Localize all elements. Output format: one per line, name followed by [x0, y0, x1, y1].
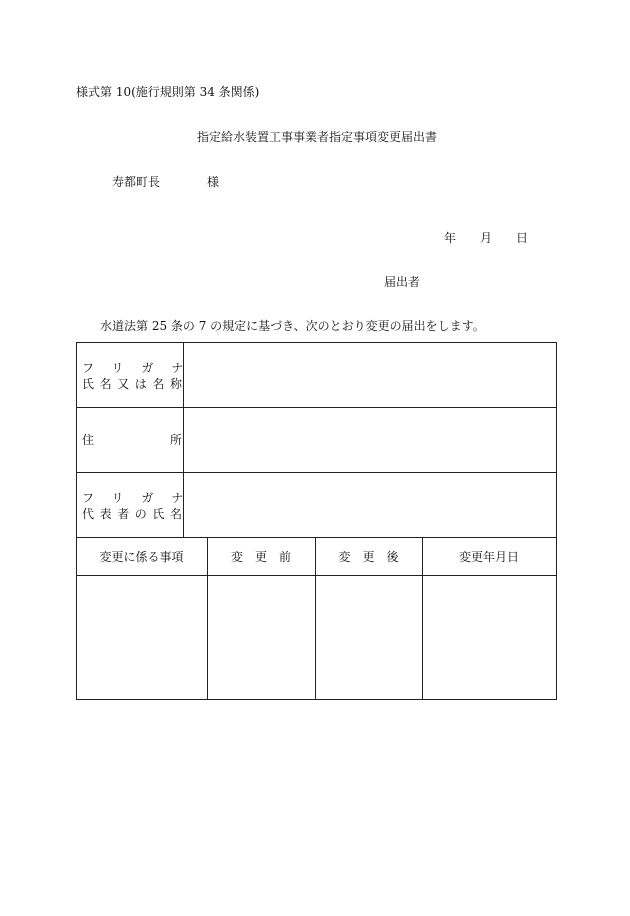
date-year-label: 年	[444, 231, 457, 245]
form-number: 様式第 10(施行規則第 34 条関係)	[76, 85, 260, 99]
table-border-bottom	[76, 699, 557, 700]
address-label: 住所	[82, 433, 259, 447]
addressee-honorific: 様	[207, 175, 220, 189]
changed-item-field[interactable]	[77, 576, 207, 699]
furigana-label-1-text: フリガナ	[82, 361, 202, 375]
address-field[interactable]	[184, 408, 556, 472]
name-label: 氏名又は名称	[82, 377, 188, 391]
header-before-change: 変 更 前	[230, 550, 291, 564]
table-divider	[76, 537, 557, 538]
header-change-date: 変更年月日	[458, 550, 519, 564]
change-date-field[interactable]	[423, 576, 556, 699]
notification-table	[76, 342, 557, 700]
representative-field[interactable]	[184, 473, 556, 537]
header-after-change: 変 更 後	[338, 550, 399, 564]
addressee: 寿都町長	[112, 175, 161, 189]
after-change-field[interactable]	[316, 576, 422, 699]
date-day-label: 日	[516, 231, 529, 245]
name-field[interactable]	[184, 343, 556, 407]
table-border-right	[556, 342, 557, 700]
header-changed-item: 変更に係る事項	[99, 550, 184, 564]
before-change-field[interactable]	[208, 576, 315, 699]
representative-label: 代表者の氏名	[82, 507, 188, 521]
notifier-label: 届出者	[384, 275, 421, 289]
intro-text: 水道法第 25 条の 7 の規定に基づき、次のとおり変更の届出をします。	[100, 319, 485, 333]
furigana-label-2: フリガナ	[82, 491, 202, 505]
document-title: 指定給水装置工事事業者指定事項変更届出書	[197, 130, 438, 144]
furigana-label-1	[82, 361, 202, 375]
date-month-label: 月	[480, 231, 493, 245]
